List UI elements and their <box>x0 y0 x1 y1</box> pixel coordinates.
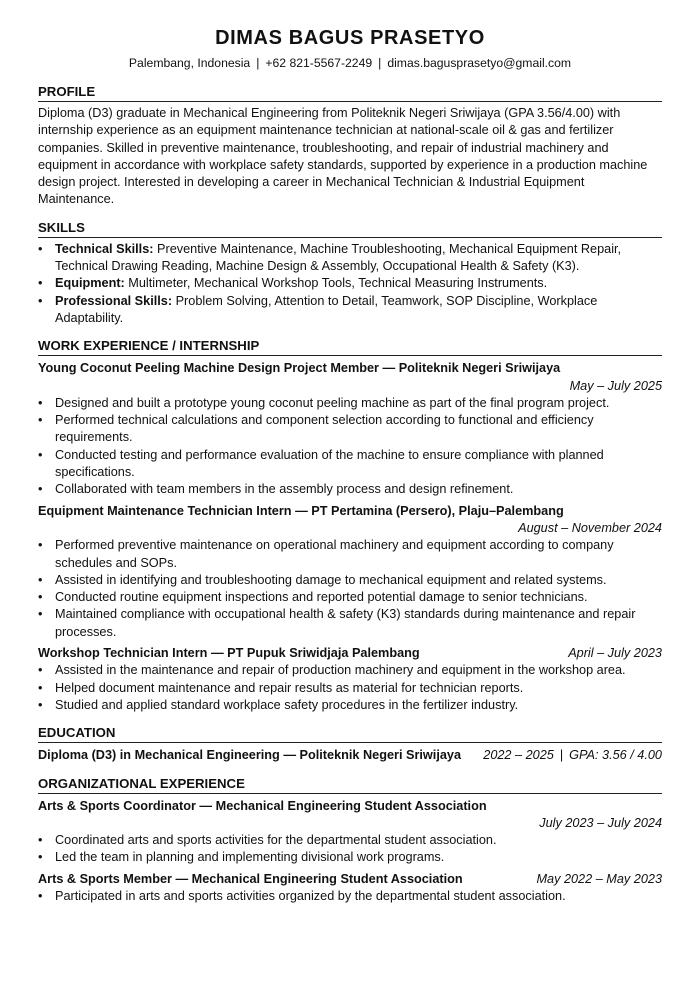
org-bullet: • Led the team in planning and implementing divisional work programs. <box>38 849 662 866</box>
job-title: Young Coconut Peeling Machine Design Project Member — Politeknik Negeri Sriwijaya <box>38 361 561 376</box>
job-bullet: • Performed preventive maintenance on operational machinery and equipment according to company schedules and SOPs. <box>38 537 662 572</box>
profile-summary: Diploma (D3) graduate in Mechanical Engineering from Politeknik Negeri Sriwijaya (GPA 3.56/4.00) with internship experience as an equipment maintenance technician at national-scale oil & gas and fertilizer companies. Skilled in preventive maintenance, troubleshooting, and repair of industrial machinery and equipment in accordance with workplace safety standards, supported by experience in a production machine design project. Interested in developing a career in Mechanical Technician & Industrial Equipment Maintenance. <box>38 106 648 207</box>
org-date: July 2023 – July 2024 <box>539 815 662 830</box>
job-bullet: • Conducted routine equipment inspections and reported potential damage to senior technicians. <box>38 589 662 606</box>
job-bullet: • Studied and applied standard workplace safety procedures in the fertilizer industry. <box>38 697 662 714</box>
job-bullet: • Conducted testing and performance evaluation of the machine to ensure compliance with planned specifications. <box>38 447 662 482</box>
job-header <box>38 645 662 662</box>
org-header <box>38 871 662 888</box>
skill-text: Problem Solving, Attention to Detail, Teamwork, SOP Discipline, Workplace Adaptability. <box>55 293 598 325</box>
org-bullets <box>38 888 662 905</box>
skill-label: Equipment: <box>55 276 125 291</box>
section-title-skills: SKILLS <box>38 220 662 238</box>
job-bullet: • Assisted in identifying and troubleshooting damage to mechanical equipment and related systems. <box>38 572 662 589</box>
job-bullets <box>38 662 662 714</box>
contact-email: dimas.bagusprasetyo@gmail.com <box>387 56 572 70</box>
job-title: Equipment Maintenance Technician Intern — PT Pertamina (Persero), Plaju–Palembang <box>38 503 564 518</box>
job-bullet: • Collaborated with team members in the assembly process and design refinement. <box>38 481 662 498</box>
skill-label: Professional Skills: <box>55 293 173 308</box>
job-entry <box>38 503 662 641</box>
skill-item <box>38 241 662 276</box>
education-meta <box>483 747 662 764</box>
education-years: 2022 – 2025 <box>483 748 554 763</box>
contact-location: Palembang, Indonesia <box>128 56 251 70</box>
job-entry <box>38 645 662 714</box>
job-bullet: • Designed and built a prototype young coconut peeling machine as part of the final program project. <box>38 395 662 412</box>
org-date: May 2022 – May 2023 <box>536 871 662 886</box>
job-bullet: • Performed technical calculations and component selection according to functional and efficiency requirements. <box>38 412 662 447</box>
job-title: Workshop Technician Intern — PT Pupuk Sriwidjaja Palembang <box>38 646 420 661</box>
education-entry <box>38 747 662 764</box>
education-separator: | <box>559 748 564 763</box>
org-title: Arts & Sports Member — Mechanical Engineering Student Association <box>38 871 463 886</box>
candidate-name: DIMAS BAGUS PRASETYO <box>215 27 485 49</box>
contact-separator: | <box>256 56 260 70</box>
org-bullet: • Participated in arts and sports activities organized by the departmental student association. <box>38 888 662 905</box>
contact-separator: | <box>378 56 382 70</box>
org-entry <box>38 798 662 867</box>
org-title: Arts & Sports Coordinator — Mechanical Engineering Student Association <box>38 798 487 813</box>
skill-text: Preventive Maintenance, Machine Troubleshooting, Mechanical Equipment Repair, Technical Drawing Reading, Machine Design & Assembly, Occupational Health & Safety (K3). <box>55 241 622 274</box>
job-date: August – November 2024 <box>518 520 662 535</box>
skill-label: Technical Skills: <box>55 241 154 256</box>
section-title-profile: PROFILE <box>38 84 662 102</box>
job-bullet: • Helped document maintenance and repair results as material for technician reports. <box>38 680 662 697</box>
job-bullet: • Assisted in the maintenance and repair of production machinery and equipment in the workshop area. <box>38 662 662 679</box>
section-title-education: EDUCATION <box>38 725 662 743</box>
job-bullets <box>38 395 662 499</box>
org-bullet: • Coordinated arts and sports activities for the departmental student association. <box>38 832 662 849</box>
skill-text: Multimeter, Mechanical Workshop Tools, Technical Measuring Instruments. <box>124 276 548 291</box>
job-entry <box>38 360 662 498</box>
job-date: April – July 2023 <box>568 646 662 661</box>
section-title-work: WORK EXPERIENCE / INTERNSHIP <box>38 338 662 356</box>
job-bullet: • Maintained compliance with occupational health & safety (K3) standards during maintenance and repair processes. <box>38 606 662 641</box>
contact-line <box>38 55 662 71</box>
org-bullets <box>38 832 662 867</box>
contact-phone: +62 821-5567-2249 <box>265 56 373 70</box>
education-gpa: GPA: 3.56 / 4.00 <box>569 748 662 763</box>
job-date: May – July 2025 <box>569 378 662 393</box>
skills-list <box>38 241 662 327</box>
skill-item <box>38 275 662 292</box>
job-bullets <box>38 537 662 641</box>
org-entry <box>38 871 662 906</box>
section-title-organizational: ORGANIZATIONAL EXPERIENCE <box>38 776 662 794</box>
education-degree: Diploma (D3) in Mechanical Engineering — Politeknik Negeri Sriwijaya <box>38 748 462 763</box>
skill-item <box>38 293 662 328</box>
